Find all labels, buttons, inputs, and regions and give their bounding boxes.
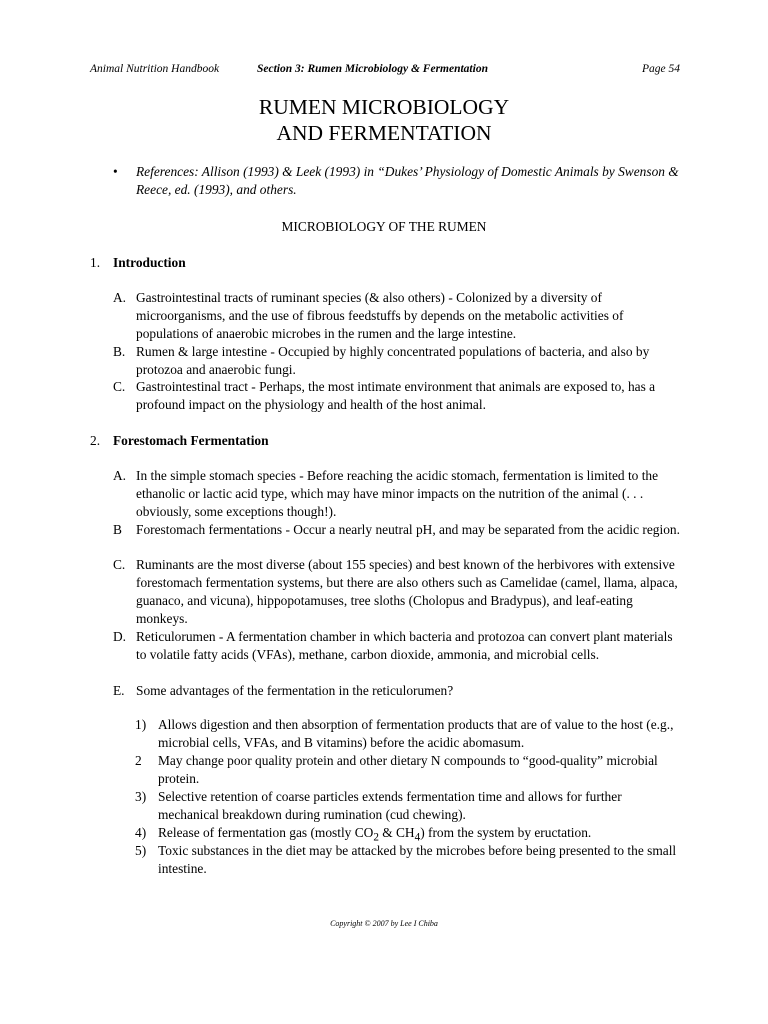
text-segment: & CH	[378, 825, 415, 840]
item-text: Toxic substances in the diet may be attacked by the microbes before being presented to the small intestine.	[158, 843, 677, 876]
subscript: 2	[373, 831, 379, 844]
item-marker: B.	[113, 344, 126, 359]
item-marker: B	[113, 522, 122, 537]
item-text: Gastrointestinal tracts of ruminant species (& also others) - Colonized by a diversity of microorganisms, and the use of fibrous feedstuffs by depends on the metabolic activities of populations of anaerobic microbes in the rumen and the large intestine.	[136, 290, 624, 341]
item-marker: 4)	[135, 825, 147, 840]
header-section-title: Section 3: Rumen Microbiology & Fermentation	[257, 63, 488, 75]
item-text: In the simple stomach species - Before reaching the acidic stomach, fermentation is limited to the ethanolic or lactic acid type, which may have minor impacts on the nutrition of the animal (. . . obviously, some exceptions though!).	[136, 468, 659, 519]
item-text: May change poor quality protein and other dietary N compounds to “good-quality” microbial protein.	[158, 753, 658, 786]
text-segment: Release of fermentation gas (mostly CO	[158, 825, 374, 840]
item-text: Gastrointestinal tract - Perhaps, the most intimate environment that animals are exposed to, has a profound impact on the physiology and health of the host animal.	[136, 379, 656, 412]
item-marker: 1)	[135, 717, 147, 732]
page-header	[90, 63, 680, 79]
copyright-footer: Copyright © 2007 by Lee I Chiba	[330, 919, 438, 928]
section-title: Forestomach Fermentation	[113, 433, 269, 448]
item-marker: E.	[113, 683, 125, 698]
item-marker: D.	[113, 629, 127, 644]
title-line-2: AND FERMENTATION	[276, 121, 492, 145]
item-marker: C.	[113, 557, 126, 572]
item-text: Ruminants are the most diverse (about 155 species) and best known of the herbivores with extensive forestomach fermentation systems, but there are also others such as Camelidae (camel, llama, alpaca, guanaco, and vicuna), hippopotamuses, tree sloths (Cholopus and Bradypus), and leaf-eating monkeys.	[136, 557, 678, 626]
header-book-title: Animal Nutrition Handbook	[90, 63, 220, 75]
item-text: Rumen & large intestine - Occupied by highly concentrated populations of bacteria, and also by protozoa and anaerobic fungi.	[136, 344, 650, 377]
item-marker: A.	[113, 290, 127, 305]
section-number: 2.	[90, 433, 101, 448]
subscript: 4	[414, 831, 421, 844]
item-text: Forestomach fermentations - Occur a nearly neutral pH, and may be separated from the acidic region.	[136, 522, 680, 537]
text-segment: ) from the system by eructation.	[420, 825, 592, 840]
section-subheading: MICROBIOLOGY OF THE RUMEN	[281, 219, 487, 234]
item-marker: C.	[113, 379, 126, 394]
item-text: Selective retention of coarse particles extends fermentation time and allows for further mechanical breakdown during rumination (cud chewing).	[158, 789, 622, 822]
section-title: Introduction	[113, 255, 186, 270]
item-marker: 2	[135, 753, 142, 768]
references-text: References: Allison (1993) & Leek (1993) in “Dukes’ Physiology of Domestic Animals by Swenson & Reece, ed. (1993), and others.	[136, 164, 679, 197]
bullet-marker: •	[113, 164, 118, 179]
section-number: 1.	[90, 255, 101, 270]
page-title	[0, 94, 768, 146]
item-marker: 3)	[135, 789, 147, 804]
item-text: Allows digestion and then absorption of fermentation products that are of value to the host (e.g., microbial cells, VFAs, and B vitamins) before the acidic abomasum.	[158, 717, 674, 750]
item-marker: 5)	[135, 843, 147, 858]
header-page-number: Page 54	[641, 63, 680, 75]
item-text: Reticulorumen - A fermentation chamber in which bacteria and protozoa can convert plant materials to volatile fatty acids (VFAs), methane, carbon dioxide, ammonia, and microbial cells.	[136, 629, 673, 662]
item-marker: A.	[113, 468, 127, 483]
title-line-1: RUMEN MICROBIOLOGY	[258, 95, 510, 119]
item-text: Some advantages of the fermentation in the reticulorumen?	[136, 683, 454, 698]
